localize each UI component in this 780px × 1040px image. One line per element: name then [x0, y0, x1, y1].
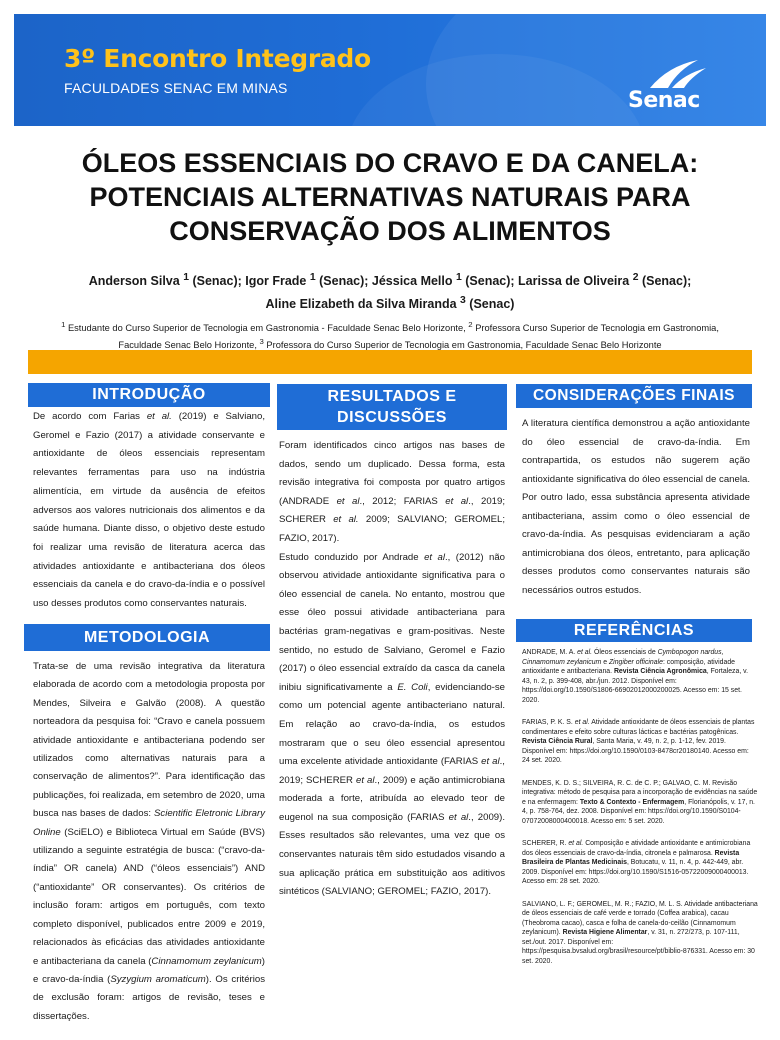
author-inst: (Senac): [465, 297, 515, 312]
text-run-italic: et al.: [568, 840, 584, 847]
method-text: [33, 658, 265, 1026]
text-run: ., 2019; SCHERER: [279, 495, 505, 526]
text-run-italic: et al: [448, 811, 469, 823]
section-header-consideracoes: CONSIDERAÇÕES FINAIS: [516, 384, 752, 408]
senac-logo-mark-icon: [628, 58, 728, 92]
text-run-italic: Cinnamomum zeylanicum: [151, 955, 262, 967]
section-header-resultados: [277, 384, 507, 430]
title-line: ÓLEOS ESSENCIAIS DO CRAVO E DA CANELA:: [81, 148, 699, 178]
author-affil-sup: 2: [632, 272, 639, 283]
text-run: FARIAS, P. K. S.: [522, 719, 575, 726]
text-run: , evidenciando-se como um potencial agente antibacteriano natural. Em relação ao cravo-da-índia, os estudos mostraram que o seu óleo essencial apresentou uma excelente atividade antioxidante (FARIAS: [279, 681, 505, 768]
text-run-italic: et al: [481, 756, 500, 768]
poster-title: [20, 146, 760, 248]
text-run: ., 2019; SCHERER: [279, 756, 505, 786]
reference-item: [522, 779, 758, 827]
text-run: ) e cravo-da-índia (: [33, 955, 265, 985]
text-run-italic: et al.: [146, 411, 172, 422]
text-run: Atividade antioxidante de óleos essenciais de plantas condimentares e efeito sobre culturas lácticas e bactérias patogênicas.: [522, 719, 755, 736]
text-run: (SciELO) e Biblioteca Virtual em Saúde (BVS) utilizando a seguinte estratégia de busca: (“cravo-da-índia” OR canela) AND (“óleos essenciais”) AND (“antioxidante” OR conservantes). Os critérios de inclusão foram: artigos em português, com texto completo disponível, publicados entre 2009 e 2019, relacionados às eficácias das atividades antioxidante e antibacteriana da canela (: [33, 826, 265, 967]
senac-logo-text: Senac: [628, 88, 700, 113]
text-run: , Santa Maria, v. 49, n. 2, p. 1-12, fev. 2019. Disponível em: https://doi.org/10.1590/0103-8478cr20180140. Acesso em: 24 set. 2020.: [522, 738, 749, 764]
text-run: ., (2012) não observou atividade antioxidante significativa para o óleo essencial de canela. No entanto, mostrou que esse óleo possui atividade antibacteriana para bactérias gram-negativas e gram-positivas. Neste sentido, no estudo de Salviano, Geromel e Fazio (2017) o óleo essencial extraído da casca da canela inibiu significativamente a: [279, 551, 505, 693]
text-run-italic: Zingiber officinale: [608, 658, 663, 666]
text-run-italic: et al.: [577, 649, 593, 656]
text-run-italic: et al.: [574, 719, 590, 726]
event-banner: [14, 14, 766, 126]
author-inst: (Senac);: [188, 274, 246, 289]
text-run-italic: Scientific Eletronic Library Online: [33, 808, 265, 838]
author-affil-sup: 3: [460, 295, 466, 307]
title-line: POTENCIAIS ALTERNATIVAS NATURAIS PARA: [89, 182, 691, 212]
senac-logo: [628, 58, 728, 118]
text-run-bold: Revista Ciência Rural: [522, 738, 593, 745]
author-name: Anderson Silva: [88, 274, 184, 289]
text-run-italic: et al: [336, 495, 360, 507]
affil-text: Faculdade Senac Belo Horizonte,: [118, 340, 260, 351]
intro-text: [33, 408, 265, 614]
references-list: [522, 648, 758, 979]
title-line: CONSERVAÇÃO DOS ALIMENTOS: [169, 216, 611, 246]
text-run: SCHERER, R.: [522, 840, 569, 847]
affiliations: [20, 318, 760, 352]
text-run: (2019) e Salviano, Geromel e Fazio (2017) a atividade conservante e antioxidante de óleos essenciais representam relevantes ferramentas para uso na indústria alimentícia, em virtude da ausência de efeitos adversos aos valores nutricionais dos alimentos e da saúde humana. Diante disso, o objetivo deste estudo foi realizar uma revisão de literatura acerca das atividades antioxidante e antibacteriana dos óleos essenciais da canela e do cravo-da-índia e o possível uso desses produtos como conservantes naturais.: [33, 411, 265, 610]
authors: [20, 268, 760, 314]
text-run: ., 2009). Esses resultados são relevantes, uma vez que os conservantes naturais têm sido estudados visando a sua aplicação prática em substituição aos aditivos sintéticos (SALVIANO; GEROMEL; FAZIO, 2017).: [279, 811, 506, 898]
text-run-bold: Texto & Contexto - Enfermagem: [579, 798, 685, 806]
text-run-italic: et al.: [333, 514, 359, 526]
author-name: Jéssica Mello: [371, 274, 456, 289]
author-name: Aline Elizabeth da Silva Miranda: [265, 297, 461, 312]
text-run: Composição e atividade antioxidante e antimicrobiana dos óleos essenciais de cravo-da-índia, citronela e palmarosa.: [522, 840, 751, 857]
text-run: Trata-se de uma revisão integrativa da literatura elaborada de acordo com a metodologia proposta por Mendes, Silveira e Galvão (2008). A questão norteadora da pesquisa foi: “Cravo e canela possuem atividade antioxidante e antibacteriana podendo ser utilizados como alternativas naturais para a conservação de alimentos?”. Para identificação das publicações, foi realizada, em setembro de 2020, uma busca nas bases de dados:: [33, 661, 265, 820]
section-header-line: DISCUSSÕES: [337, 409, 447, 426]
text-run-italic: Syzygium aromaticum: [110, 973, 206, 985]
section-header-line: RESULTADOS E: [327, 388, 457, 405]
text-run: MENDES, K. D. S.; SILVEIRA, R. C. de C. P.; GALVAO, C. M. Revisão integrativa: método de pesquisa para a incorporação de evidências na saúde e na enfermagem:: [522, 779, 758, 806]
text-run-bold: Revista Higiene Alimentar: [562, 929, 648, 936]
text-run: , v. 31, n. 272/273, p. 107-111, set./out. 2017. Disponível em: https://pesquisa.bvsalud.org/brasil/resource/pt/biblio-876331. Acesso em: 30 set. 2020.: [522, 929, 755, 965]
text-run: Estudo conduzido por Andrade: [279, 551, 425, 563]
section-header-referencias: REFERÊNCIAS: [516, 619, 752, 642]
text-run-italic: E. Coli: [397, 681, 428, 693]
author-affil-sup: 1: [455, 272, 462, 283]
section-header-metodologia: METODOLOGIA: [24, 624, 270, 651]
text-run: Óleos essenciais de: [592, 649, 658, 656]
text-run-italic: et al: [445, 495, 469, 507]
text-run-italic: et al: [355, 774, 375, 786]
reference-item: [522, 648, 758, 705]
text-run-italic: et al: [424, 551, 445, 563]
affil-text: Professora Curso Superior de Tecnologia em Gastronomia,: [472, 323, 719, 334]
author-inst: (Senac);: [461, 274, 519, 289]
event-subtitle: FACULDADES SENAC EM MINAS: [64, 80, 288, 96]
text-run-bold: Revista Brasileira de Plantas Medicinais: [522, 849, 740, 866]
text-run-bold: Revista Ciência Agronômica: [613, 668, 707, 675]
reference-item: [522, 900, 758, 967]
text-run: , Botucatu, v. 11, n. 4, p. 442-449, abr. 2009. Disponível em: https://doi.org/10.1590/S1516-05722009000400013. Acesso em: 28 set. 2020.: [522, 859, 749, 885]
author-affil-sup: 1: [309, 272, 316, 283]
text-run: ANDRADE, M. A.: [522, 649, 578, 656]
results-text: [279, 437, 505, 902]
event-title: 3º Encontro Integrado: [64, 44, 371, 73]
divider-bar: [28, 350, 752, 374]
author-name: Larissa de Oliveira: [518, 274, 633, 289]
affil-sup: 1: [61, 320, 66, 329]
text-run-italic: Cymbopogon nardus, Cinnamomum zeylanicum: [522, 649, 724, 666]
author-affil-sup: 1: [183, 272, 189, 283]
text-run: Foram identificados cinco artigos nas bases de dados, sendo um duplicado. Dessa forma, esta revisão integrativa foi composta por quatro artigos (ANDRADE: [279, 440, 505, 507]
author-inst: (Senac);: [638, 274, 692, 289]
text-run: ). Os critérios de exclusão foram: artigos de revisão, teses e dissertações.: [33, 973, 265, 1022]
affil-text: Professora do Curso Superior de Tecnologia em Gastronomia, Faculdade Senac Belo Horizonte: [263, 340, 662, 351]
text-run: SALVIANO, L. F.; GEROMEL, M. R.; FAZIO, M. L. S. Atividade antibacteriana de óleos essenciais de café verde e torrado (Coffea arabica), cacau (Theobroma cacao), casca e folha de canela-do-ceilão (Cinnamomum zeylanicum).: [522, 900, 758, 936]
text-run: e: [601, 658, 609, 666]
author-name: Igor Frade: [245, 274, 310, 289]
text-run: : composição, atividade antioxidante e antibacteriana.: [522, 658, 735, 675]
text-run: ., 2009) e ação antimicrobiana moderada a forte, atribuída ao elevado teor de eugenol na sua composição (FARIAS: [279, 774, 506, 823]
text-run: De acordo com Farias: [33, 411, 147, 422]
section-header-introducao: INTRODUÇÃO: [28, 383, 270, 407]
text-run: , Florianópolis, v. 17, n. 4, p. 758-764, dez. 2008. Disponível em: https://doi.org/10.1590/S0104-07072008000400018. Acesso em: 5 set. 2020.: [522, 798, 755, 825]
affil-sup: 2: [468, 320, 473, 329]
affil-text: Estudante do Curso Superior de Tecnologia em Gastronomia - Faculdade Senac Belo Horizonte,: [65, 323, 469, 334]
affil-sup: 3: [259, 337, 264, 347]
text-run: 2009; SALVIANO; GEROMEL; FAZIO, 2017).: [279, 514, 505, 544]
author-inst: (Senac);: [315, 274, 372, 289]
final-text: [522, 415, 750, 600]
text-run: ., 2012; FARIAS: [359, 495, 446, 507]
text-run: , Fortaleza, v. 43, n. 2, p. 399-408, abr./jun. 2012. Disponível em: https://doi.org/10.1590/S1806-66902012000200025. Acesso em: 15 set. 2020.: [522, 668, 748, 704]
reference-item: [522, 839, 758, 887]
reference-item: [522, 718, 758, 766]
text-paragraph: A literatura científica demonstrou a ação antioxidante do óleo essencial de cravo-da-índia. Em contrapartida, os estudos não sugerem ação antioxidante significativa do óleo essencial de canela. Por outro lado, essa substância apresenta atividade antibacteriana, assim como o óleo essencial de cravo-da-índia. As pesquisas evidenciaram a ação antimicrobiana dos óleos, entretanto, para aplicação desses produtos como conservantes naturais são necessários outros estudos.: [522, 418, 750, 596]
